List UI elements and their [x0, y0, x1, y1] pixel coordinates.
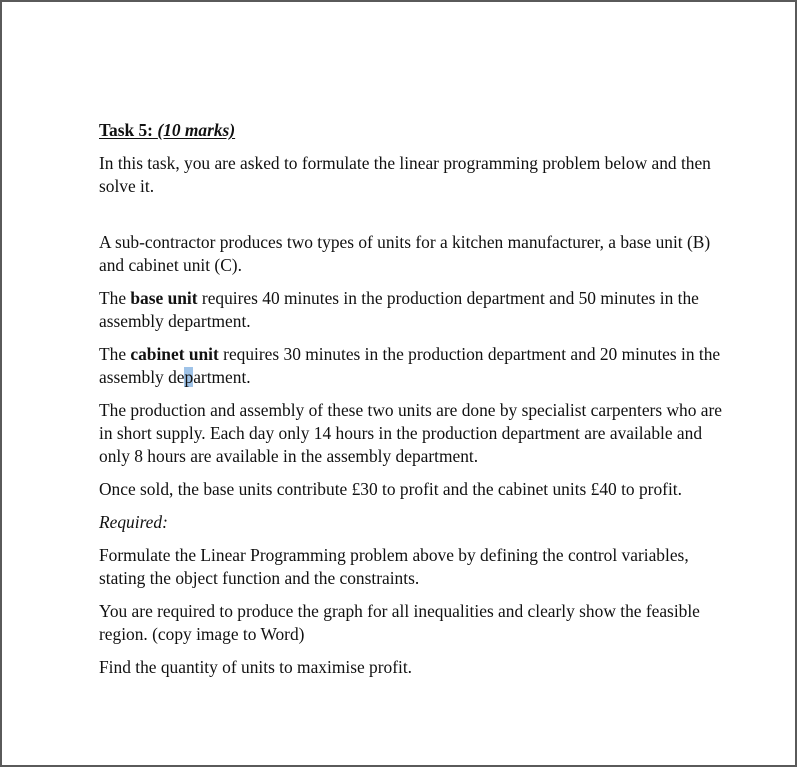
cabinet-unit-pre: The [99, 344, 131, 364]
context-paragraph: A sub-contractor produces two types of units for a kitchen manufacturer, a base unit (B) and cabinet unit (C). [99, 232, 711, 275]
base-unit-paragraph [99, 287, 729, 333]
base-unit-text: requires 40 minutes in the production department and 50 minutes in the assembly department. [99, 288, 699, 331]
supply-paragraph: The production and assembly of these two units are done by specialist carpenters who are in short supply. Each day only 14 hours in the production department are available and only 8 hours are available in the assembly department. [99, 400, 722, 466]
cabinet-unit-text-b: artment. [193, 367, 251, 387]
cabinet-unit-term: cabinet unit [130, 344, 219, 364]
find-paragraph: Find the quantity of units to maximise profit. [99, 657, 413, 677]
required-label: Required: [99, 512, 168, 532]
text-selection-highlight: p [184, 367, 194, 387]
base-unit-pre: The [99, 288, 131, 308]
profit-paragraph: Once sold, the base units contribute £30 to profit and the cabinet units £40 to profit. [99, 479, 682, 499]
task-heading [99, 119, 729, 142]
cabinet-unit-paragraph [99, 343, 729, 389]
intro-paragraph: In this task, you are asked to formulate the linear programming problem below and then solve it. [99, 153, 711, 196]
task-label: Task 5: [99, 120, 153, 140]
base-unit-term: base unit [130, 288, 198, 308]
cabinet-unit-text-a: requires 30 minutes in the production department and 20 minutes in the assembly de [99, 344, 721, 387]
task-marks: (10 marks) [157, 120, 236, 140]
document-body [99, 119, 729, 679]
graph-paragraph: You are required to produce the graph for all inequalities and clearly show the feasible region. (copy image to Word) [99, 601, 700, 644]
formulate-paragraph: Formulate the Linear Programming problem above by defining the control variables, stating the object function and the constraints. [99, 545, 689, 588]
